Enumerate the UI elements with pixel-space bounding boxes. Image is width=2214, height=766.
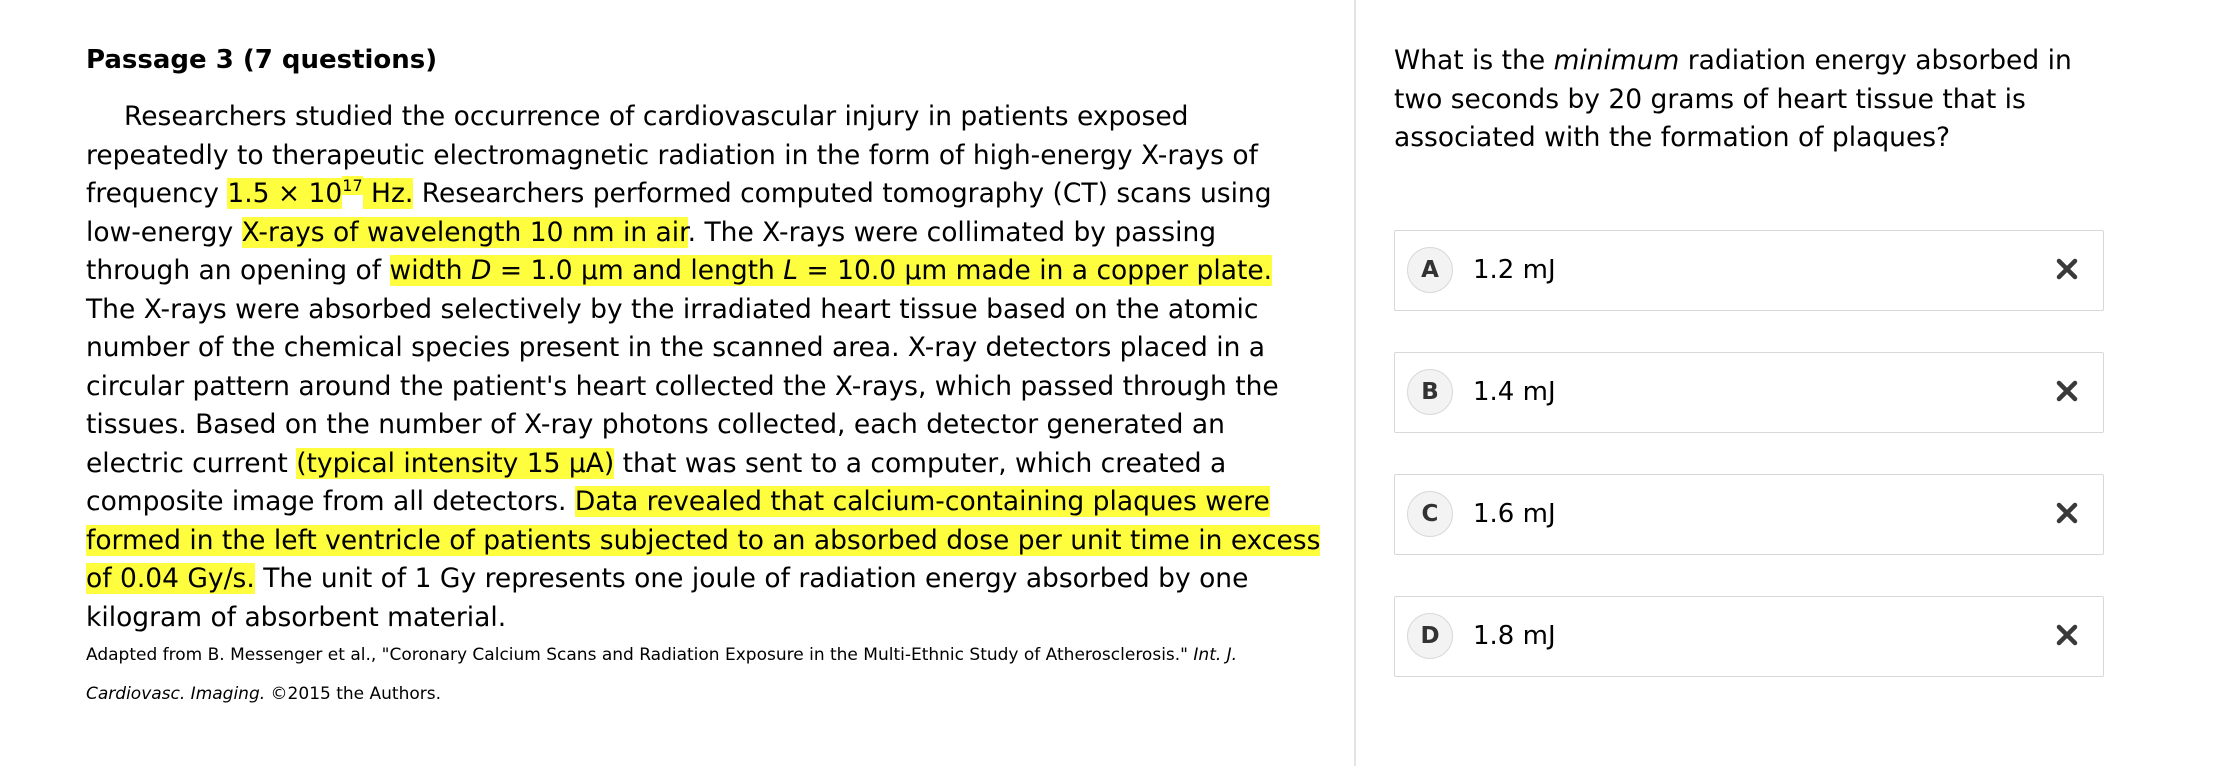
highlighted-text: D [470,255,492,286]
close-x-icon [2056,624,2078,646]
highlighted-text: = 10.0 µm made in a copper plate. [798,255,1273,286]
close-x-icon [2056,258,2078,280]
answer-choice-b[interactable] [1394,352,2104,433]
question-pane [1358,0,2214,766]
strike-out-button-c[interactable] [2049,495,2085,531]
highlighted-text: Hz. [362,178,414,209]
choice-letter-d: D [1407,613,1453,659]
answer-choice-d[interactable] [1394,596,2104,677]
passage-title: Passage 3 (7 questions) [86,45,438,75]
strike-out-button-a[interactable] [2049,251,2085,287]
passage-text [86,98,1326,637]
question-emphasis: minimum [1553,45,1680,76]
question-stem [1394,42,2094,158]
passage-citation [86,636,1326,714]
passage-text-run: The unit of 1 Gy represents one joule of radiation energy absorbed by one kilogram of absorbent material. [86,563,1249,633]
close-x-icon [2056,380,2078,402]
passage-paragraph [86,98,1326,637]
passage-text-run: Researchers performed computed tomography (CT) scans using low-energy [86,178,1272,248]
passage-text-run: that was sent to a computer, which created a composite image from all detectors. [86,447,1227,517]
highlighted-text: (typical intensity 15 µA) [296,447,615,479]
choice-text-a: 1.2 mJ [1473,255,1556,285]
passage-text-run: . The X-rays were collimated by passing through an opening of [86,216,1217,286]
choice-text-b: 1.4 mJ [1473,377,1556,407]
choice-letter-a: A [1407,247,1453,293]
question-text-rest: radiation energy absorbed in two seconds by 20 grams of heart tissue that is associated with the formation of plaques? [1394,45,2072,153]
choice-text-c: 1.6 mJ [1473,499,1556,529]
choice-text-d: 1.8 mJ [1473,621,1556,651]
citation-text: Adapted from B. Messenger et al., "Coronary Calcium Scans and Radiation Exposure in the Multi-Ethnic Study of Atherosclerosis." [86,645,1194,665]
passage-text-run: Researchers studied the occurrence of cardiovascular injury in patients exposed repeatedly to therapeutic electromagnetic radiation in the form of high-energy X-rays of frequency [86,101,1258,209]
highlighted-text: L [783,255,799,286]
answer-choice-c[interactable] [1394,474,2104,555]
choice-letter-c: C [1407,491,1453,537]
highlighted-text: Data revealed that calcium-containing plaques were formed in the left ventricle of patients subjected to an absorbed dose per unit time in excess of 0.04 Gy/s. [86,486,1321,594]
passage-text-run: The X-rays were absorbed selectively by the irradiated heart tissue based on the atomic number of the chemical species present in the scanned area. X-ray detectors placed in a circular pattern around the patient's heart collected the X-rays, which passed through the tissues. Based on the number of X-ray photons collected, each detector generated an electric current [86,293,1279,479]
choice-letter-b: B [1407,369,1453,415]
answer-choice-a[interactable] [1394,230,2104,311]
highlighted-text: X-rays of wavelength 10 nm in air [241,216,688,248]
strike-out-button-b[interactable] [2049,373,2085,409]
highlighted-text: 1.5 × 10 [227,178,343,209]
citation-copyright: ©2015 the Authors. [265,684,442,704]
close-x-icon [2056,502,2078,524]
highlighted-text: width [389,255,471,286]
highlighted-text: = 1.0 µm and length [491,255,784,286]
highlighted-text: 17 [342,176,363,195]
question-text: What is the [1394,45,1554,76]
citation-journal: Int. J. Cardiovasc. Imaging. [86,645,1238,704]
strike-out-button-d[interactable] [2049,617,2085,653]
